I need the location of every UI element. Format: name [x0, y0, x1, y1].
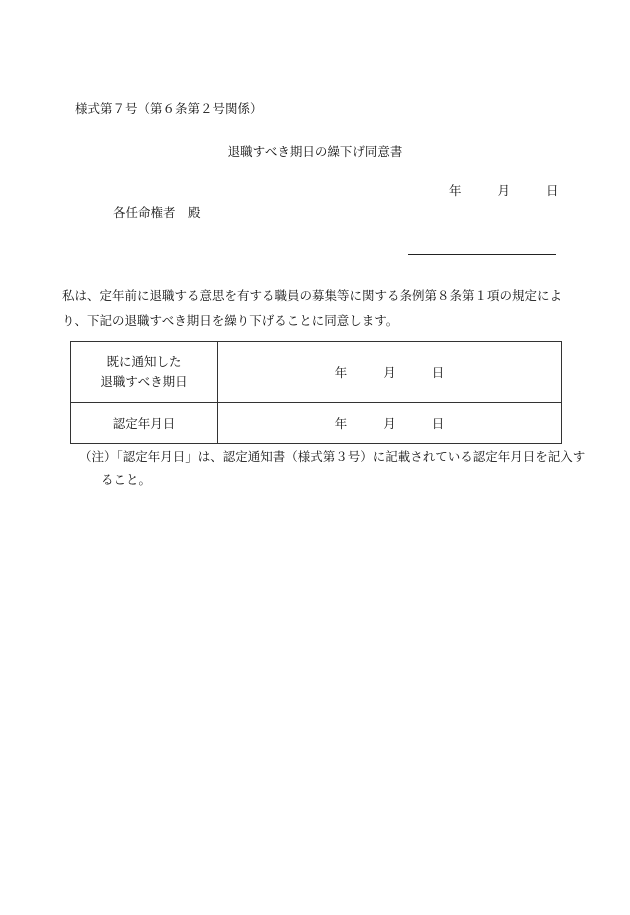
- day-label: 日: [546, 183, 559, 198]
- month-label: 月: [497, 183, 511, 198]
- notified-retirement-date-label: [71, 342, 218, 403]
- day-label: 日: [431, 365, 445, 380]
- signature-line[interactable]: [408, 254, 556, 255]
- approval-date-label: 認定年月日: [71, 403, 218, 444]
- form-number: 様式第７号（第６条第２号関係）: [75, 101, 263, 116]
- table-row: [71, 342, 562, 403]
- day-label: 日: [431, 416, 445, 431]
- note-line-1: （注）「認定年月日」は、認定通知書（様式第３号）に記載されている認定年月日を記入す: [79, 449, 586, 464]
- consent-statement: [62, 283, 572, 333]
- month-label: 月: [383, 365, 396, 380]
- year-label: 年: [334, 365, 348, 380]
- month-label: 月: [383, 416, 396, 431]
- consent-statement-line-1: 私は、定年前に退職する意思を有する職員の募集等に関する条例第８条第１項の規定によ: [62, 288, 563, 303]
- year-label: 年: [334, 416, 348, 431]
- notified-retirement-date-field[interactable]: [218, 342, 562, 403]
- approval-date-field[interactable]: [218, 403, 562, 444]
- addressee: 各任命権者 殿: [113, 205, 201, 220]
- year-label: 年: [449, 183, 462, 198]
- consent-statement-line-2: り、下記の退職すべき期日を繰り下げることに同意します。: [62, 313, 399, 328]
- document-title: 退職すべき期日の繰下げ同意書: [227, 144, 403, 159]
- date-line: [449, 181, 559, 199]
- note: [79, 445, 585, 491]
- label-line-2: 退職すべき期日: [100, 374, 188, 389]
- label-line-1: 既に通知した: [106, 354, 182, 369]
- note-line-2: ること。: [101, 472, 152, 487]
- table-row: [71, 403, 562, 444]
- dates-table: [70, 341, 562, 444]
